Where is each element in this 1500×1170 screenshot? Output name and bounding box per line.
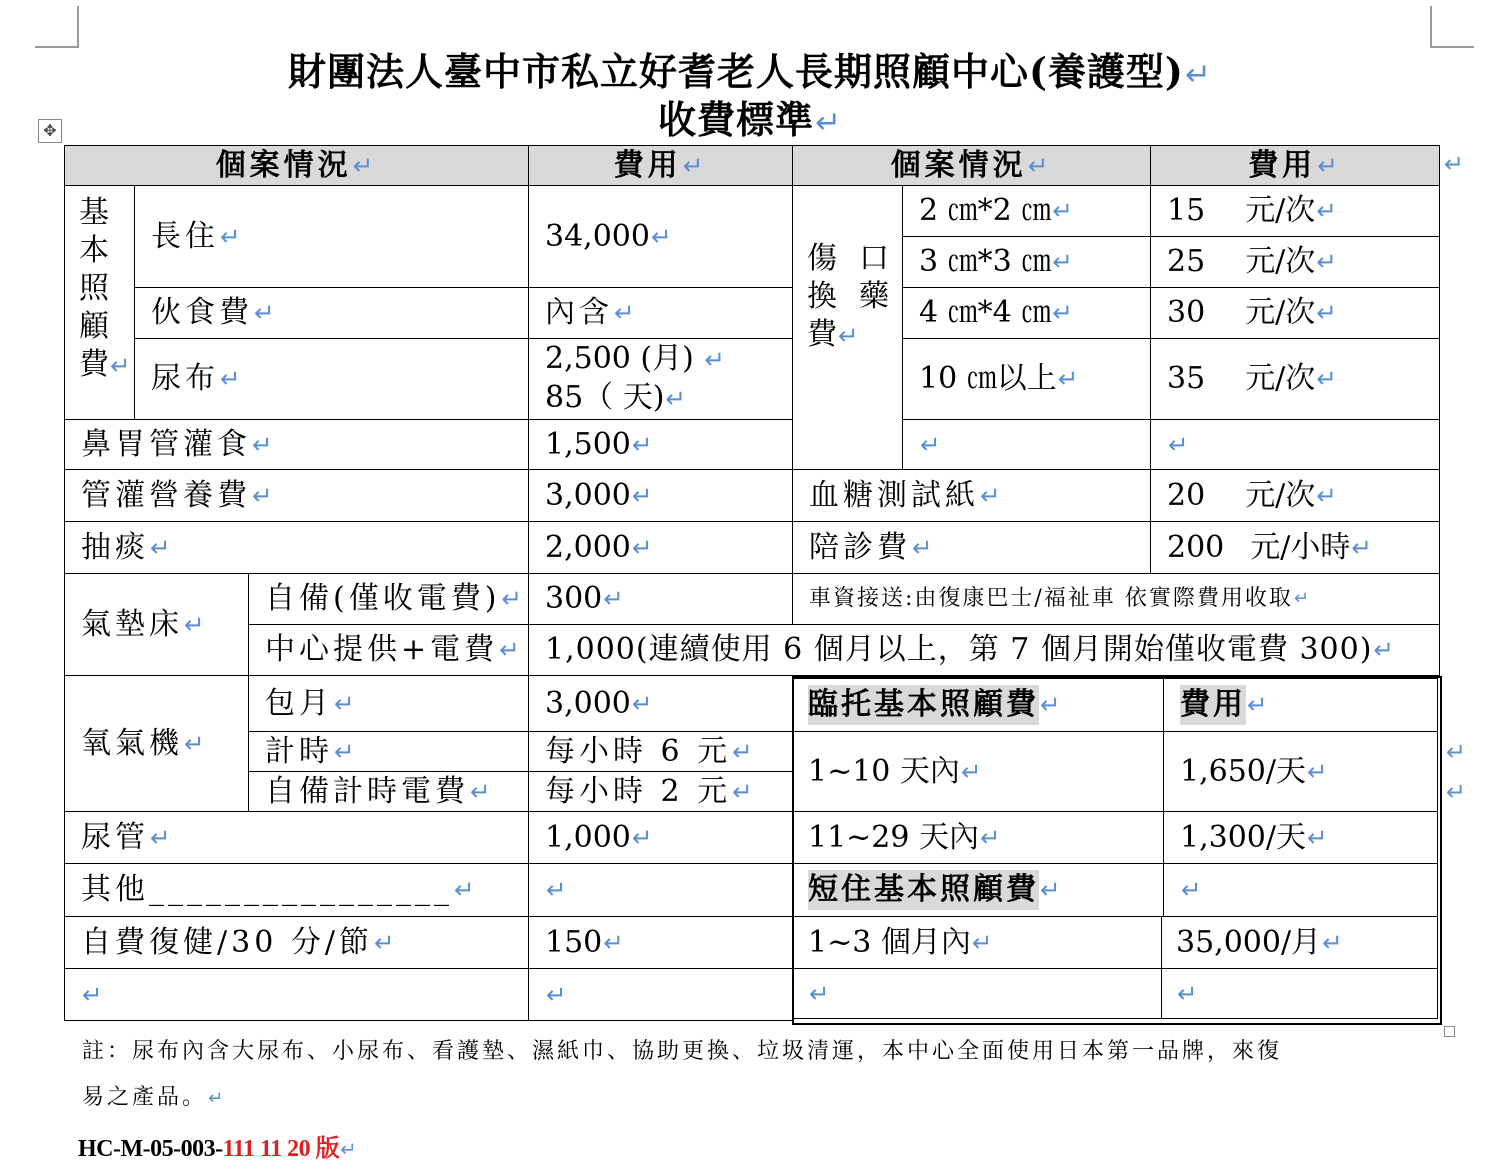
suction-label: 抽痰 ↵ (64, 521, 529, 574)
version-code: HC-M-05-003-111 11 20 版↵ (78, 1136, 357, 1162)
oxygen-label: 氧氣機 ↵ (64, 675, 249, 812)
wound-price-2: 25 元/次 ↵ (1150, 236, 1440, 288)
air-mattress-label: 氣墊床 ↵ (64, 573, 249, 676)
air-mattress-self-label: 自備(僅收電費) ↵ (248, 573, 529, 625)
respite-fee-header: 費用 ↵ (1163, 678, 1438, 732)
glucose-label: 血糖測試紙 ↵ (792, 469, 1151, 522)
diaper-fee: 2,500 (月) ↵ 85（ 天)↵ (528, 338, 793, 420)
escort-price: 200 元/小時 ↵ (1150, 521, 1440, 574)
oxygen-monthly-fee: 3,000 ↵ (528, 675, 793, 732)
document-title: 財團法人臺中市私立好耆老人長期照顧中心(養護型)↵ (287, 49, 1213, 94)
header-fee-2: 費用 ↵ (1150, 145, 1440, 186)
wound-size-4: 10 ㎝以上 ↵ (902, 338, 1151, 420)
wound-size-2: 3 ㎝*3 ㎝ ↵ (902, 236, 1151, 288)
wound-size-1: 2 ㎝*2 ㎝ ↵ (902, 185, 1151, 237)
oxygen-monthly-label: 包月 ↵ (248, 675, 529, 732)
glucose-price: 20 元/次 ↵ (1150, 469, 1440, 522)
ng-feeding-fee: 1,500 ↵ (528, 419, 793, 470)
air-mattress-self-fee: 300 ↵ (528, 573, 793, 625)
transport-note: 車資接送:由復康巴士/福祉車 依實際費用收取 ↵ (792, 573, 1440, 625)
wound-empty-size: ↵ (902, 419, 1151, 470)
air-mattress-center-label: 中心提供+電費 ↵ (248, 624, 529, 676)
long-stay-label: 長住 ↵ (134, 185, 529, 288)
footnote-line-2: 易之產品。↵ (82, 1085, 227, 1110)
header-fee: 費用 ↵ (528, 145, 793, 186)
oxygen-hourly-label: 計時 ↵ (248, 731, 529, 772)
suction-fee: 2,000 ↵ (528, 521, 793, 574)
footnote-line-1: 註：尿布內含大尿布、小尿布、看護墊、濕紙巾、協助更換、垃圾清運，本中心全面使用日本第一品牌，來復 (82, 1039, 1283, 1064)
respite-period-2: 11~29 天內 ↵ (793, 811, 1164, 864)
meals-fee: 內含 ↵ (528, 287, 793, 339)
paragraph-mark-icon: ↵ (814, 105, 843, 141)
wound-price-4: 35 元/次 ↵ (1150, 338, 1440, 420)
tube-nutrition-label: 管灌營養費 ↵ (64, 469, 529, 522)
air-mattress-center-fee: 1,000(連續使用 6 個月以上，第 7 個月開始僅收電費 300) ↵ (528, 624, 1440, 676)
document-subtitle: 收費標準↵ (657, 97, 843, 142)
short-stay-fee-header: ↵ (1163, 863, 1438, 917)
fee-table (64, 145, 1440, 1021)
header-case: 個案情況 ↵ (64, 145, 529, 186)
oxygen-self-hourly-fee: 每小時 2 元 ↵ (528, 771, 793, 812)
short-stay-empty-fee: ↵ (1161, 968, 1438, 1019)
rehab-label: 自費復健/30 分/節 ↵ (64, 916, 529, 969)
tube-nutrition-fee: 3,000 ↵ (528, 469, 793, 522)
meals-label: 伙食費 ↵ (134, 287, 529, 339)
respite-fee-2: 1,300/天 ↵ (1163, 811, 1438, 864)
ng-feeding-label: 鼻胃管灌食 ↵ (64, 419, 529, 470)
other-label: 其他________________ ↵ (64, 863, 529, 917)
row-end-mark-icon: ↵ (1446, 738, 1467, 766)
short-stay-period-1: 1~3 個月內 ↵ (793, 916, 1162, 969)
empty-row-label: ↵ (64, 968, 529, 1021)
basic-care-label: 基 本 照 顧 費↵ (64, 185, 135, 420)
long-stay-fee: 34,000 ↵ (528, 185, 793, 288)
wound-size-3: 4 ㎝*4 ㎝ ↵ (902, 287, 1151, 339)
escort-label: 陪診費 ↵ (792, 521, 1151, 574)
paragraph-mark-icon: ↵ (1184, 57, 1213, 93)
wound-price-3: 30 元/次 ↵ (1150, 287, 1440, 339)
short-stay-fee-1: 35,000/月 ↵ (1161, 916, 1438, 969)
row-end-mark-icon: ↵ (1446, 778, 1467, 806)
other-fee: ↵ (528, 863, 793, 917)
respite-period-1: 1~10 天內 ↵ (793, 731, 1164, 812)
page-corner-top-left (35, 6, 79, 48)
diaper-label: 尿布 ↵ (134, 338, 529, 420)
short-stay-empty-period: ↵ (793, 968, 1162, 1019)
catheter-fee: 1,000 ↵ (528, 811, 793, 864)
oxygen-self-hourly-label: 自備計時電費 ↵ (248, 771, 529, 812)
respite-header: 臨托基本照顧費 ↵ (793, 678, 1164, 732)
respite-fee-1: 1,650/天 ↵ (1163, 731, 1438, 812)
wound-price-1: 15 元/次 ↵ (1150, 185, 1440, 237)
header-case-2: 個案情況 ↵ (792, 145, 1151, 186)
row-end-mark-icon: ↵ (1444, 150, 1465, 178)
wound-empty-price: ↵ (1150, 419, 1440, 470)
empty-row-fee: ↵ (528, 968, 793, 1021)
table-resize-handle-icon[interactable] (1444, 1026, 1455, 1037)
catheter-label: 尿管 ↵ (64, 811, 529, 864)
table-move-handle-icon[interactable]: ✥ (38, 119, 62, 143)
wound-care-label: 傷口 換藥 費↵ (792, 185, 903, 470)
short-stay-header: 短住基本照顧費 ↵ (793, 863, 1164, 917)
oxygen-hourly-fee: 每小時 6 元 ↵ (528, 731, 793, 772)
rehab-fee: 150 ↵ (528, 916, 793, 969)
page-corner-top-right (1430, 6, 1474, 48)
